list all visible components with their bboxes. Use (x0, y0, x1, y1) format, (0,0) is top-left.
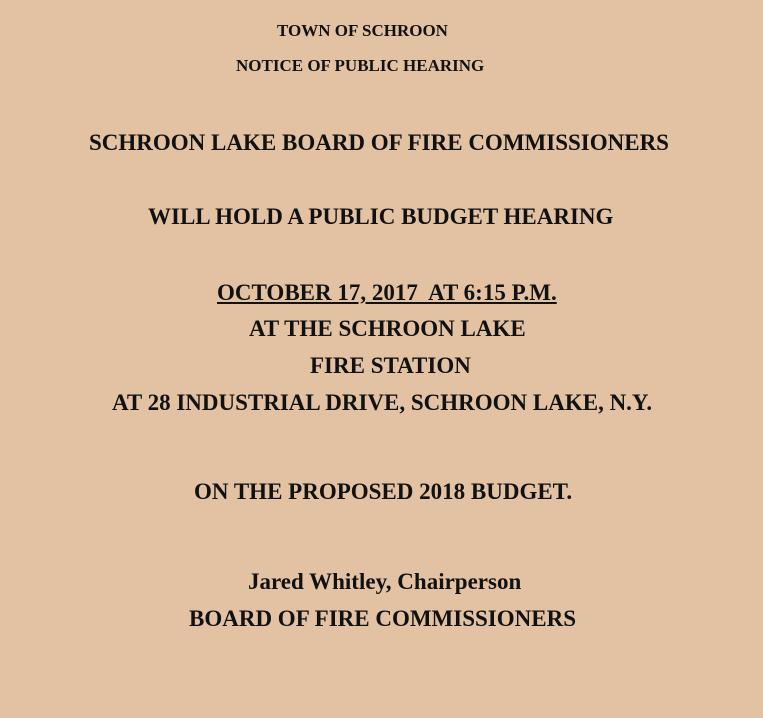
hearing-subject: ON THE PROPOSED 2018 BUDGET. (194, 479, 573, 504)
signer-name: Jared Whitley, Chairperson (248, 569, 522, 594)
hearing-announcement: WILL HOLD A PUBLIC BUDGET HEARING (148, 204, 614, 229)
board-name: SCHROON LAKE BOARD OF FIRE COMMISSIONERS (89, 130, 669, 155)
notice-title: NOTICE OF PUBLIC HEARING (236, 56, 485, 75)
hearing-location-line-2: FIRE STATION (310, 353, 471, 378)
signer-organization: BOARD OF FIRE COMMISSIONERS (189, 606, 576, 631)
hearing-address: AT 28 INDUSTRIAL DRIVE, SCHROON LAKE, N.Y. (112, 390, 653, 415)
town-name: TOWN OF SCHROON (277, 21, 448, 40)
hearing-location-line-1: AT THE SCHROON LAKE (249, 316, 526, 341)
hearing-date-time: OCTOBER 17, 2017 AT 6:15 P.M. (217, 280, 557, 305)
